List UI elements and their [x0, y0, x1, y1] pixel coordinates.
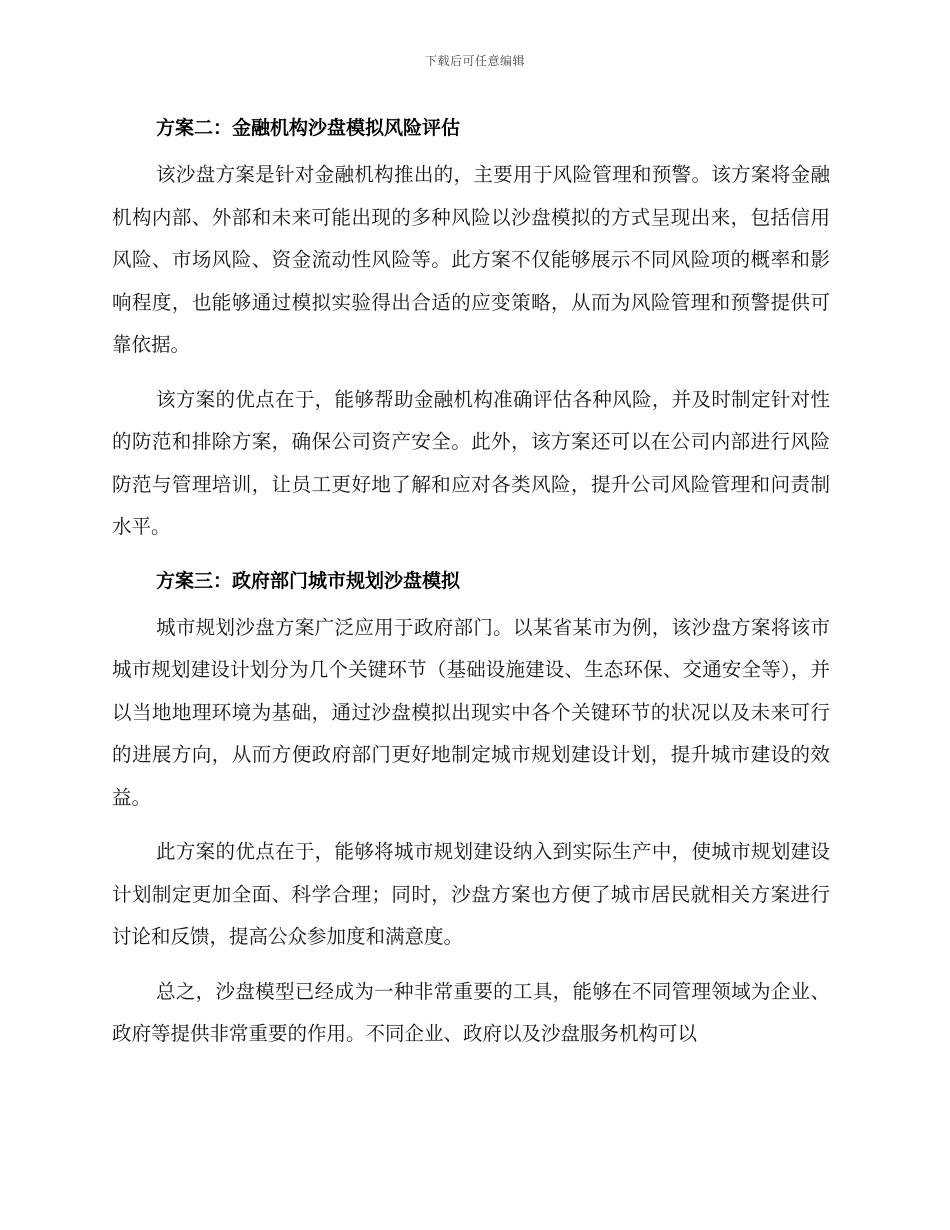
- paragraph: 该方案的优点在于，能够帮助金融机构准确评估各种风险，并及时制定针对性的防范和排除方案，确保公司资产安全。此外，该方案还可以在公司内部进行风险防范与管理培训，让员工更好地了解和应对各类风险，提升公司风险管理和问责制水平。: [112, 387, 830, 538]
- paragraph: 城市规划沙盘方案广泛应用于政府部门。以某省某市为例，该沙盘方案将该市城市规划建设计划分为几个关键环节（基础设施建设、生态环保、交通安全等），并以当地地理环境为基础，通过沙盘模拟出现实中各个关键环节的状况以及未来可行的进展方向，从而方便政府部门更好地制定城市规划建设计划，提升城市建设的效益。: [112, 615, 830, 809]
- paragraph: 该沙盘方案是针对金融机构推出的，主要用于风险管理和预警。该方案将金融机构内部、外部和未来可能出现的多种风险以沙盘模拟的方式呈现出来，包括信用风险、市场风险、资金流动性风险等。此方案不仅能够展示不同风险项的概率和影响程度，也能够通过模拟实验得出合适的应变策略，从而为风险管理和预警提供可靠依据。: [112, 163, 830, 356]
- section-heading: 方案二：金融机构沙盘模拟风险评估: [156, 117, 461, 139]
- document-body: [112, 108, 830, 1068]
- section-heading: 方案三：政府部门城市规划沙盘模拟: [156, 569, 461, 592]
- paragraph: 总之，沙盘模型已经成为一种非常重要的工具，能够在不同管理领域为企业、政府等提供非常重要的作用。不同企业、政府以及沙盘服务机构可以: [112, 979, 830, 1045]
- page-header: 下载后可任意编辑: [424, 54, 525, 68]
- paragraph: 此方案的优点在于，能够将城市规划建设纳入到实际生产中，使城市规划建设计划制定更加全面、科学合理；同时，沙盘方案也方便了城市居民就相关方案进行讨论和反馈，提高公众参加度和满意度。: [112, 840, 830, 948]
